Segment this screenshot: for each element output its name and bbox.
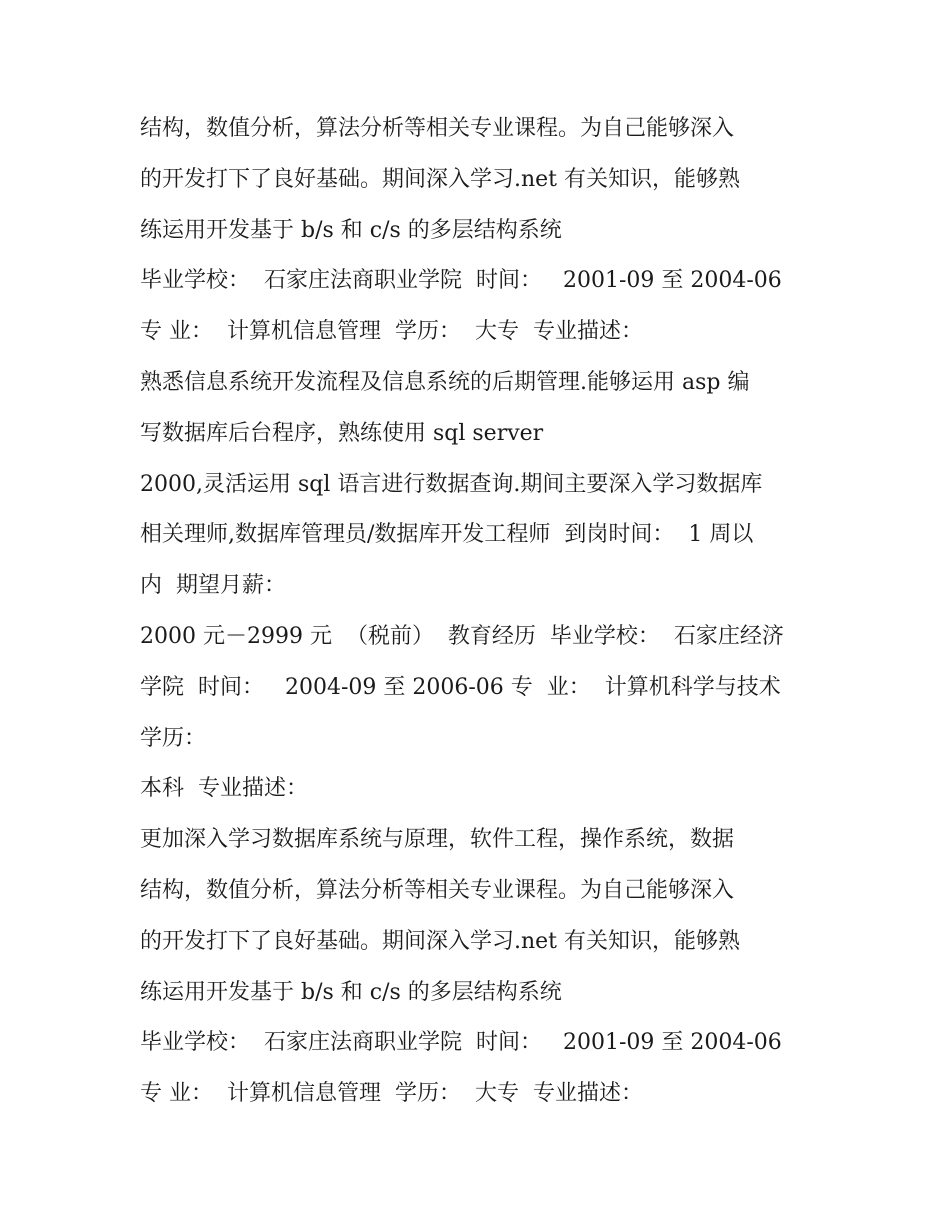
text-line: 毕业学校： 石家庄法商职业学院 时间： 2001-09 至 2004-06 — [140, 1030, 782, 1056]
text-line: 的开发打下了良好基础。期间深入学习.net 有关知识，能够熟 — [140, 928, 741, 954]
text-line: 2000 元－2999 元 （税前） 教育经历 毕业学校： 石家庄经济 — [140, 623, 784, 649]
text-line: 结构，数值分析，算法分析等相关专业课程。为自己能够深入 — [140, 877, 735, 903]
text-line: 的开发打下了良好基础。期间深入学习.net 有关知识，能够熟 — [140, 166, 741, 192]
text-line: 专 业： 计算机信息管理 学历： 大专 专业描述： — [140, 319, 643, 345]
text-line: 专 业： 计算机信息管理 学历： 大专 专业描述： — [140, 1081, 643, 1107]
text-line: 更加深入学习数据库系统与原理，软件工程，操作系统，数据 — [140, 827, 735, 853]
text-line: 结构，数值分析，算法分析等相关专业课程。为自己能够深入 — [140, 116, 735, 141]
text-line: 练运用开发基于 b/s 和 c/s 的多层结构系统 — [140, 979, 562, 1005]
text-line: 写数据库后台程序，熟练使用 sql server — [140, 420, 544, 446]
text-line: 本科 专业描述： — [140, 776, 308, 802]
text-line: 内 期望月薪： — [140, 573, 286, 599]
text-line: 练运用开发基于 b/s 和 c/s 的多层结构系统 — [140, 217, 562, 243]
resume-text-block — [140, 104, 830, 1120]
text-line: 2000,灵活运用 sql 语言进行数据查询.期间主要深入学习数据库 — [140, 471, 763, 497]
text-line: 熟悉信息系统开发流程及信息系统的后期管理.能够运用 asp 编 — [140, 369, 750, 395]
text-line: 相关理师,数据库管理员/数据库开发工程师 到岗时间： 1 周以 — [140, 522, 754, 548]
text-line: 毕业学校： 石家庄法商职业学院 时间： 2001-09 至 2004-06 — [140, 268, 782, 294]
text-line: 学历： — [140, 725, 207, 751]
text-line: 学院 时间： 2004-09 至 2006-06 专 业： 计算机科学与技术 — [140, 674, 781, 700]
